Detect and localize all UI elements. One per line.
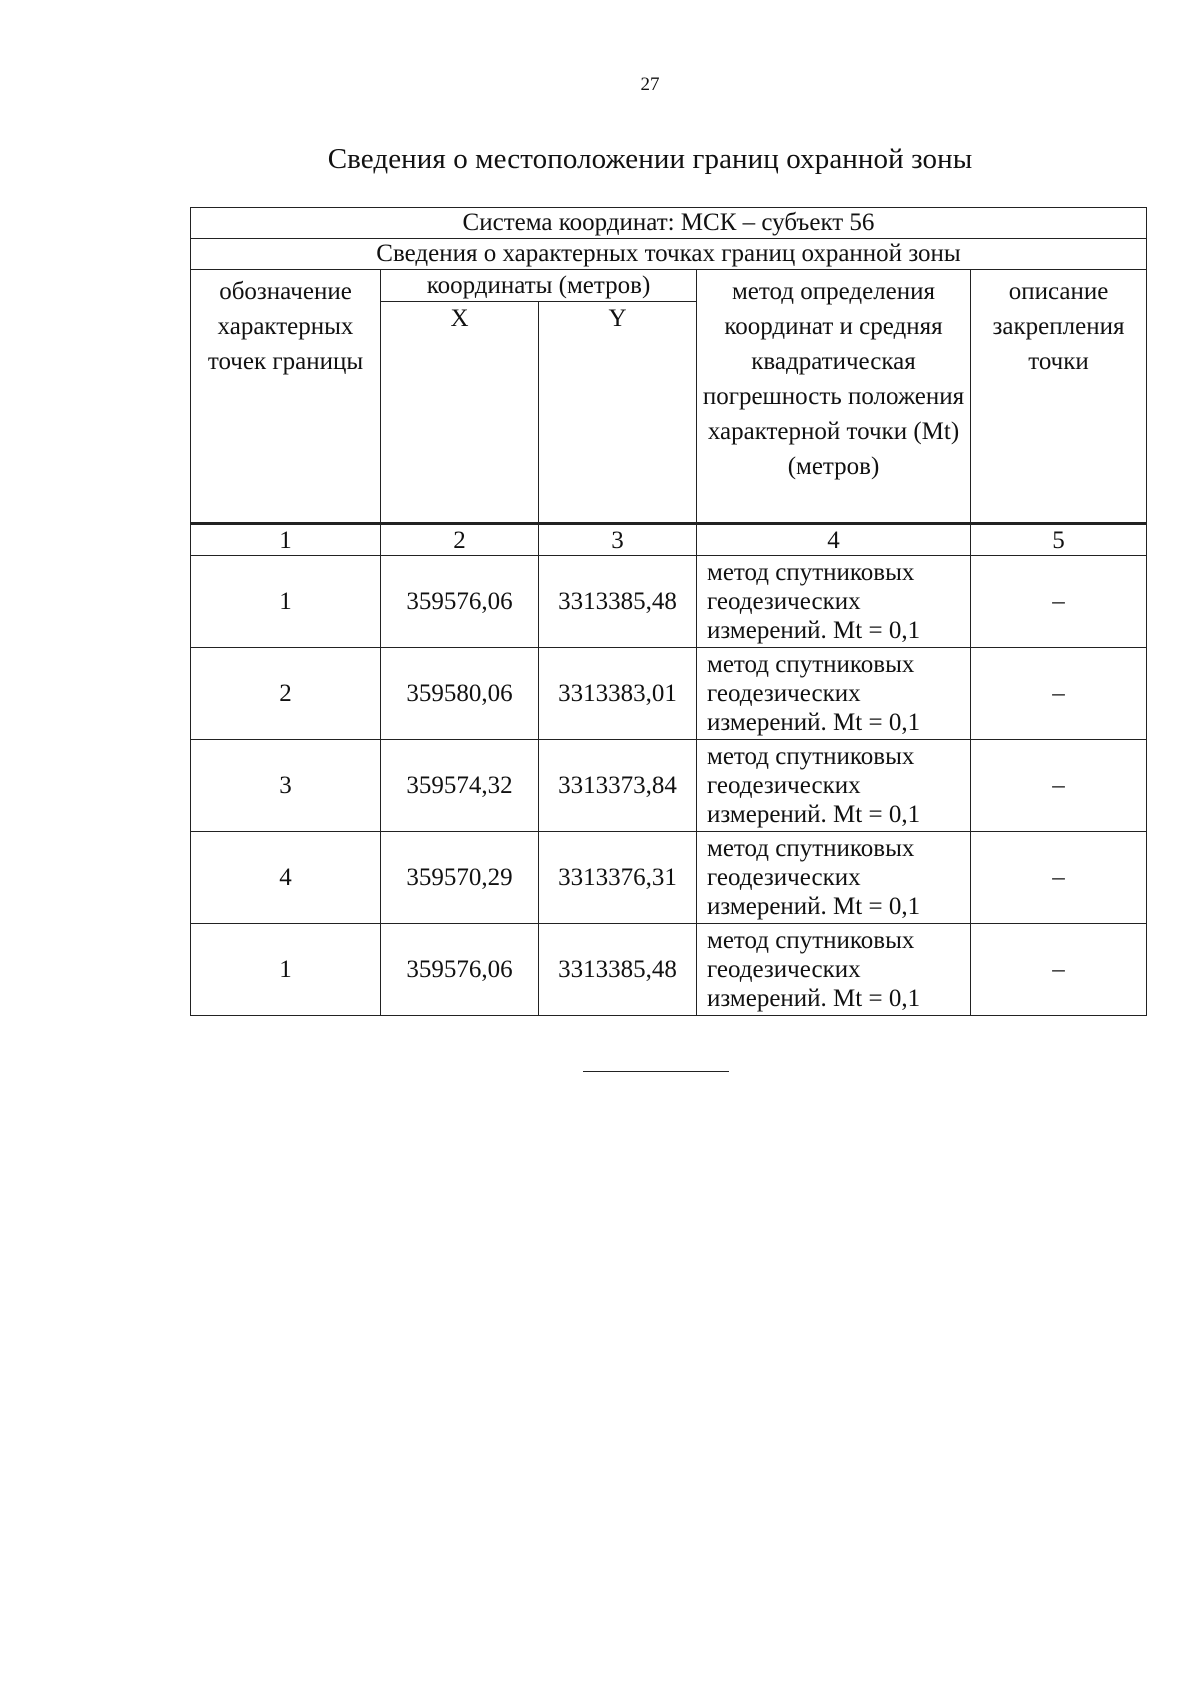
y-coordinate-cell: 3313376,31 (539, 832, 697, 924)
column-number: 3 (539, 524, 697, 556)
x-coordinate-cell: 359580,06 (381, 648, 539, 740)
coordinate-system-cell: Система координат: МСК – субъект 56 (191, 208, 1147, 239)
column-number: 2 (381, 524, 539, 556)
table-row (191, 924, 1147, 1016)
coordinates-header: координаты (метров) (381, 270, 697, 302)
separator-line (583, 1071, 729, 1072)
description-cell: – (971, 648, 1147, 740)
point-cell: 1 (191, 924, 381, 1016)
column-number: 1 (191, 524, 381, 556)
points-info-cell: Сведения о характерных точках границ охранной зоны (191, 239, 1147, 270)
column-number: 4 (697, 524, 971, 556)
column-numbers-row (191, 524, 1147, 556)
method-cell: метод спутниковых геодезических измерений. Mt = 0,1 (697, 556, 971, 648)
y-coordinate-cell: 3313385,48 (539, 924, 697, 1016)
designation-header: обозначение характерных точек границы (191, 270, 381, 524)
table-row (191, 648, 1147, 740)
method-cell: метод спутниковых геодезических измерений. Mt = 0,1 (697, 924, 971, 1016)
x-coordinate-cell: 359576,06 (381, 556, 539, 648)
y-coordinate-cell: 3313383,01 (539, 648, 697, 740)
method-cell: метод спутниковых геодезических измерений. Mt = 0,1 (697, 648, 971, 740)
description-cell: – (971, 556, 1147, 648)
boundary-points-table-container (190, 207, 1146, 1016)
document-title: Сведения о местоположении границ охранной зоны (327, 143, 973, 175)
description-cell: – (971, 924, 1147, 1016)
page-number: 27 (640, 74, 660, 95)
description-cell: – (971, 740, 1147, 832)
y-header: Y (539, 302, 697, 524)
x-coordinate-cell: 359576,06 (381, 924, 539, 1016)
table-row (191, 556, 1147, 648)
points-info-row (191, 239, 1147, 270)
x-coordinate-cell: 359570,29 (381, 832, 539, 924)
method-header: метод определения координат и средняя квадратическая погрешность положения характерной точки (Mt) (метров) (697, 270, 971, 524)
point-cell: 1 (191, 556, 381, 648)
point-cell: 3 (191, 740, 381, 832)
coordinate-system-row (191, 208, 1147, 239)
column-number: 5 (971, 524, 1147, 556)
point-cell: 4 (191, 832, 381, 924)
table-row (191, 832, 1147, 924)
y-coordinate-cell: 3313385,48 (539, 556, 697, 648)
description-header: описание закрепления точки (971, 270, 1147, 524)
boundary-points-table (190, 207, 1147, 1016)
x-header: X (381, 302, 539, 524)
method-cell: метод спутниковых геодезических измерений. Mt = 0,1 (697, 832, 971, 924)
column-header-row-1 (191, 270, 1147, 302)
method-cell: метод спутниковых геодезических измерений. Mt = 0,1 (697, 740, 971, 832)
x-coordinate-cell: 359574,32 (381, 740, 539, 832)
y-coordinate-cell: 3313373,84 (539, 740, 697, 832)
point-cell: 2 (191, 648, 381, 740)
description-cell: – (971, 832, 1147, 924)
table-row (191, 740, 1147, 832)
